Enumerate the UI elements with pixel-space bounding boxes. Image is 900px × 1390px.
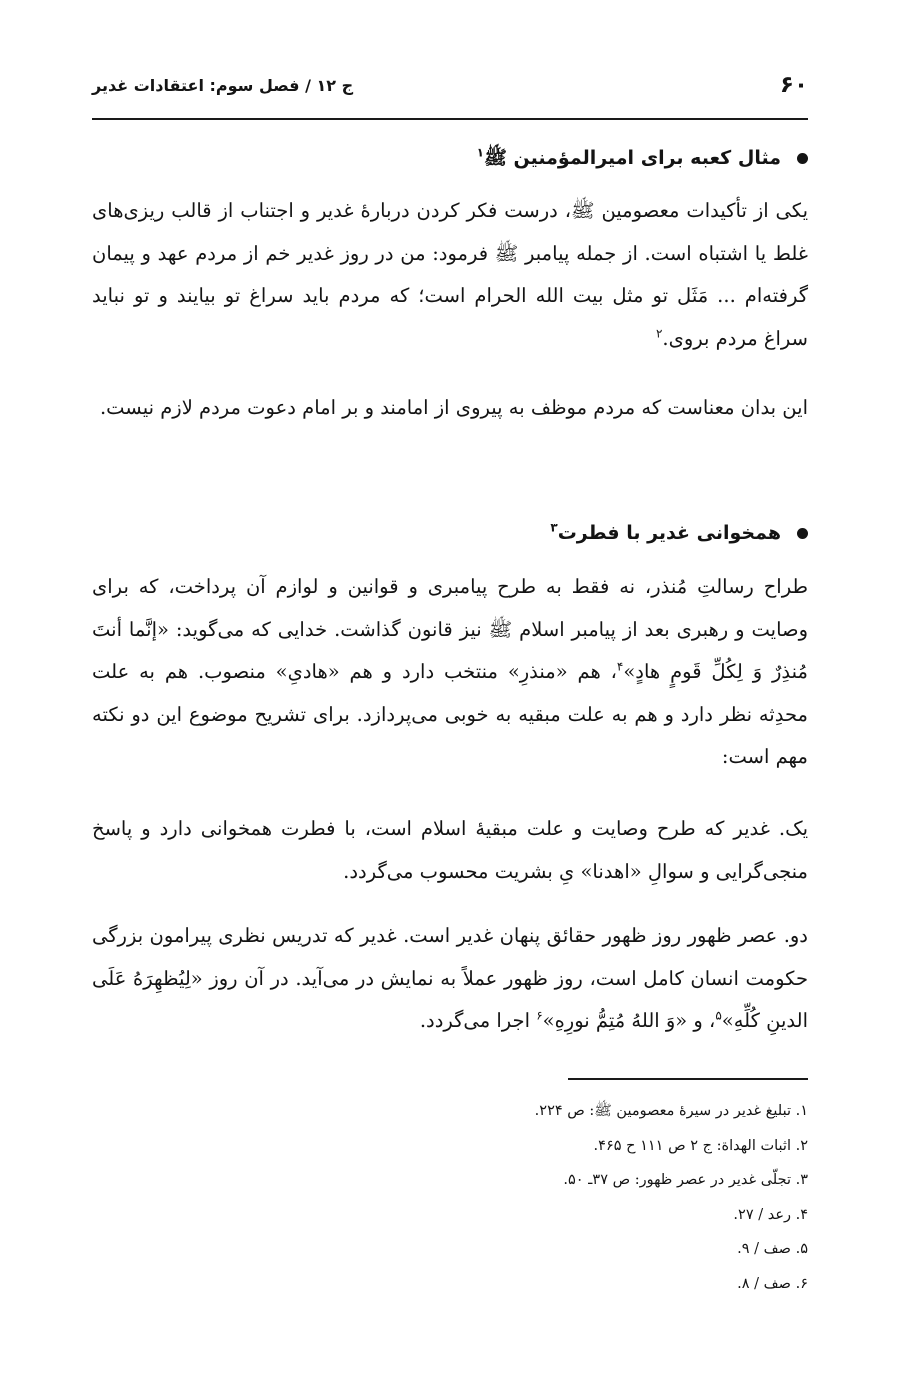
paragraph: یکی از تأکیدات معصومین ﷺ، درست فکر کردن دربارهٔ غدیر و اجتناب از قالب ریزی‌های غلط یا اشتباه است. از جمله پیامبر ﷺ فرمود: من در روز غدیر خم از مردم عهد و پیمان گرفته‌ام ... مَثَل تو مثل بیت الله الحرام است؛ که مردم باید سراغ تو بیایند و تو نباید سراغ مردم بروی.$^۲$: [92, 199, 808, 350]
heading-text: همخوانی غدیر با فطرت: [557, 522, 781, 544]
footnote-ref: ۴: [616, 659, 624, 674]
heading-text: مثال کعبه برای امیرالمؤمنین ﷺ: [483, 147, 781, 169]
header-rule: [92, 118, 808, 120]
paragraph: این بدان معناست که مردم موظف به پیروی از امامند و بر امام دعوت مردم لازم نیست.: [99, 396, 808, 419]
page-number: ۶۰: [779, 72, 808, 98]
footnote: ۴. رعد / ۲۷.: [733, 1206, 808, 1223]
page-header: [92, 72, 808, 102]
footnote-ref: ۲: [655, 326, 663, 340]
paragraph: یک. غدیر که طرح وصایت و علت مبقیهٔ اسلام است، با فطرت همخوانی دارد و پاسخ منجی‌گرایی و سوالِ «اهدنا» یِ بشریت محسوب می‌گردد.: [92, 817, 808, 883]
running-head: ج ۱۲ / فصل سوم: اعتقادات غدیر: [92, 76, 354, 95]
footnote-ref: ۵: [715, 1008, 722, 1023]
footnotes-list: [92, 1094, 808, 1301]
footnote: ۶. صف / ۸.: [737, 1275, 808, 1292]
footnote: ۲. اثبات الهداة: ج ۲ ص ۱۱۱ ح ۴۶۵.: [593, 1137, 808, 1154]
paragraph: دو. عصر ظهور روز ظهور حقائق پنهان غدیر است. غدیر که تدریس نظری پیرامون بزرگی حکومت انسان کامل است، روز ظهور عملاً به نمایش در می‌آید. در آن روز «لِیُظهِرَهُ عَلَی الدینِ کُلِّهِ»$^۵$، و «وَ اللهُ مُتِمُّ نورِهِ»$^۶$ اجرا می‌گردد.: [92, 924, 808, 1032]
paragraph: طراح رسالتِ مُنذر، نه فقط به طرح پیامبری و قوانین و لوازم آن پرداخت، که برای وصایت و رهبری بعد از پیامبر اسلام ﷺ نیز قانون گذاشت. خدایی که می‌گوید: «إنَّما أنتَ مُنذِرٌ وَ لِکُلِّ قَومٍ هادٍ»$^۴$، هم «منذرِ» منتخب دارد و هم «هادیِ» منصوب. هم به علت محدِثه نظر دارد و هم به علت مبقیه به خوبی می‌پردازد. برای تشریح موضوع این دو نکته مهم است:: [92, 575, 808, 768]
bullet-icon: [797, 153, 808, 164]
footnote: ۳. تجلّی غدیر در عصر ظهور: ص ۳۷ـ ۵۰.: [563, 1172, 808, 1188]
footnote-rule: [568, 1078, 808, 1080]
footnote-ref: ۶: [536, 1008, 543, 1023]
bullet-icon: [797, 528, 808, 539]
footnote-ref: ۳: [550, 520, 558, 535]
footnote: ۵. صف / ۹.: [737, 1241, 808, 1257]
section-heading-kaaba: [477, 146, 808, 174]
section-heading-fitrat: [550, 522, 808, 544]
footnote-ref: ۱: [476, 145, 484, 160]
footnote: ۱. تبلیغ غدیر در سیرهٔ معصومین ﷺ: ص ۲۲۴.: [534, 1103, 808, 1119]
